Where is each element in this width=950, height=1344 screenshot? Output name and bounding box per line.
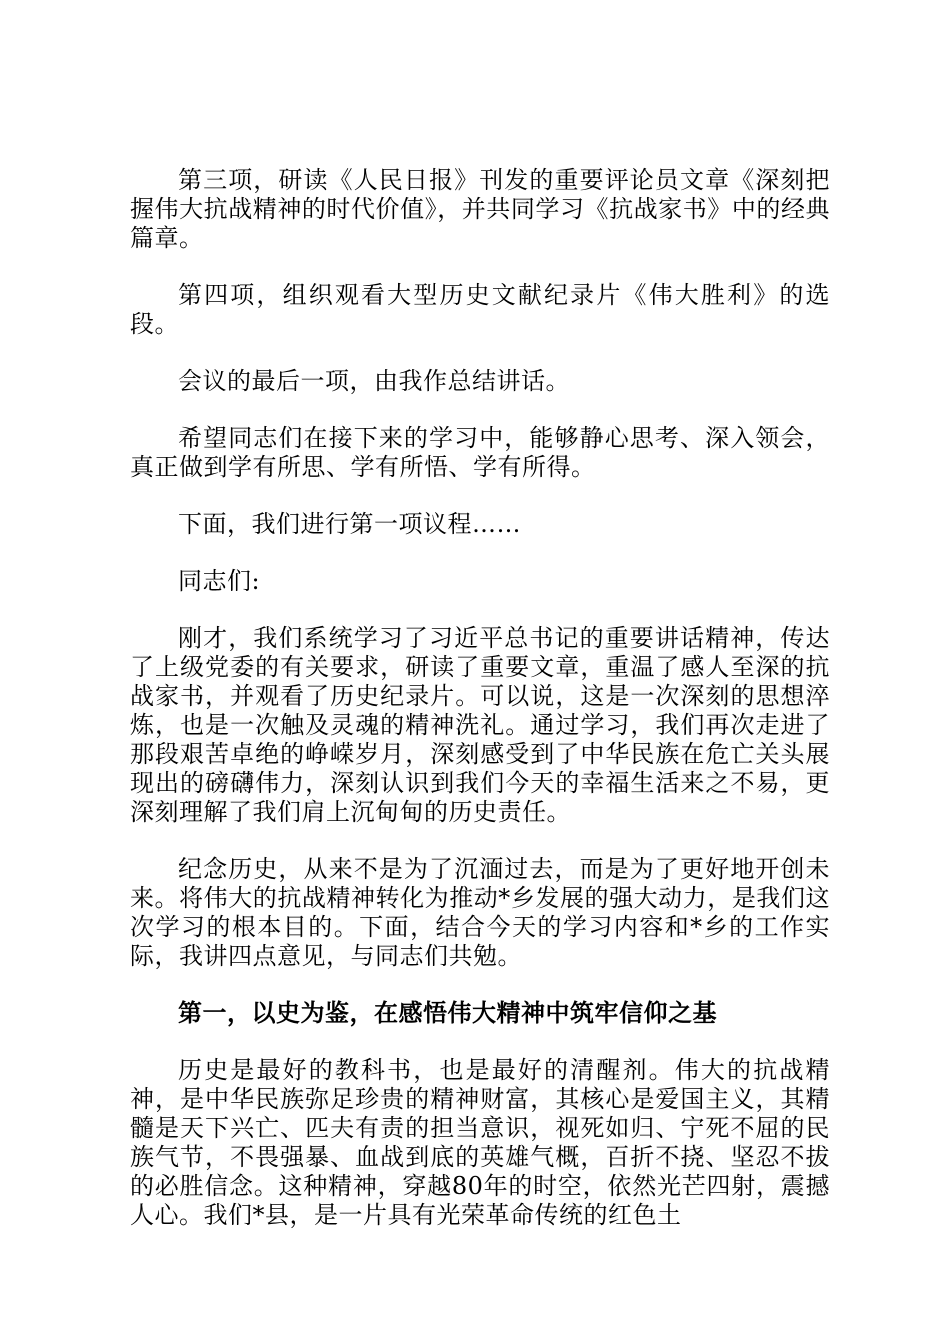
paragraph-history: 历史是最好的教科书，也是最好的清醒剂。伟大的抗战精神，是中华民族弥足珍贵的精神财富，其核心是爱国主义，其精髓是天下兴亡、匹夫有责的担当意识，视死如归、宁死不屈的民族气节，不畏强暴、血战到底的英雄气概，百折不挠、坚忍不拔的必胜信念。这种精神，穿越80年的时空，依然光芒四射，震撼人心。我们*县，是一片具有光荣革命传统的红色土 xyxy=(130,1056,830,1229)
paragraph-item-four: 第四项，组织观看大型历史文献纪录片《伟大胜利》的选段。 xyxy=(130,281,830,338)
section-heading-first: 第一，以史为鉴，在感悟伟大精神中筑牢信仰之基 xyxy=(178,999,717,1027)
paragraph-salutation: 同志们: xyxy=(178,567,261,595)
document-body xyxy=(130,166,830,1258)
paragraph-hope: 希望同志们在接下来的学习中，能够静心思考、深入领会，真正做到学有所思、学有所悟、学有所得。 xyxy=(130,424,830,481)
paragraph-final-item: 会议的最后一项，由我作总结讲话。 xyxy=(178,367,570,395)
paragraph-item-three: 第三项，研读《人民日报》刊发的重要评论员文章《深刻把握伟大抗战精神的时代价值》，并共同学习《抗战家书》中的经典篇章。 xyxy=(130,166,830,252)
paragraph-review: 刚才，我们系统学习了习近平总书记的重要讲话精神，传达了上级党委的有关要求，研读了重要文章，重温了感人至深的抗战家书，并观看了历史纪录片。可以说，这是一次深刻的思想淬炼，也是一次触及灵魂的精神洗礼。通过学习，我们再次走进了那段艰苦卓绝的峥嵘岁月，深刻感受到了中华民族在危亡关头展现出的磅礴伟力，深刻认识到我们今天的幸福生活来之不易，更深刻理解了我们肩上沉甸甸的历史责任。 xyxy=(130,624,830,826)
paragraph-first-agenda: 下面，我们进行第一项议程…… xyxy=(178,510,521,538)
paragraph-purpose: 纪念历史，从来不是为了沉湎过去，而是为了更好地开创未来。将伟大的抗战精神转化为推动*乡发展的强大动力，是我们这次学习的根本目的。下面，结合今天的学习内容和*乡的工作实际，我讲四点意见，与同志们共勉。 xyxy=(130,855,830,970)
